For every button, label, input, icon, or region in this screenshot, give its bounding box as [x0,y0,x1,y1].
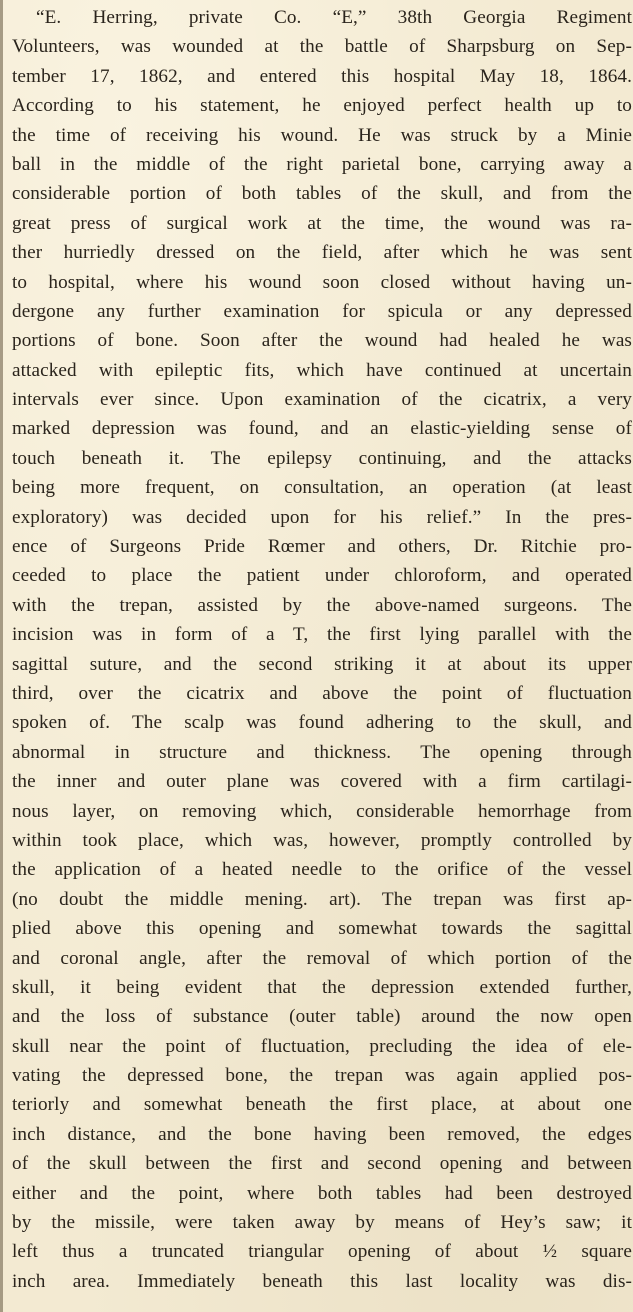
text-line: either and the point, where both tables had been destroyed [12,1182,632,1204]
text-line: spoken of. The scalp was found adhering to the skull, and [12,712,632,734]
text-line: exploratory) was decided upon for his relief.” In the pres- [12,506,632,528]
text-line: tember 17, 1862, and entered this hospital May 18, 1864. [12,65,632,87]
text-line: the application of a heated needle to the orifice of the vessel [12,859,632,881]
text-line: and the loss of substance (outer table) around the now open [12,1006,632,1028]
text-line: to hospital, where his wound soon closed without having un- [12,271,632,293]
text-line: with the trepan, assisted by the above-named surgeons. The [12,594,632,616]
text-line: attacked with epileptic fits, which have continued at uncertain [12,359,632,381]
text-line: “E. Herring, private Co. “E,” 38th Georgia Regiment [36,7,632,28]
text-line: ball in the middle of the right parietal bone, carrying away a [12,153,632,175]
text-line: the time of receiving his wound. He was struck by a Minie [12,124,632,146]
text-line: (no doubt the middle mening. art). The trepan was first ap- [12,888,632,910]
text-line: left thus a truncated triangular opening of about ½ square [12,1241,632,1263]
text-line: ence of Surgeons Pride Rœmer and others, Dr. Ritchie pro- [12,536,632,558]
text-line: third, over the cicatrix and above the point of fluctuation [12,682,632,704]
text-line: nous layer, on removing which, considerable hemorrhage from [12,800,632,822]
text-line: great press of surgical work at the time, the wound was ra- [12,212,632,234]
text-line: marked depression was found, and an elastic-yielding sense of [12,418,632,440]
text-line: skull, it being evident that the depression extended further, [12,976,632,998]
text-line: within took place, which was, however, promptly controlled by [12,829,632,851]
text-line: vating the depressed bone, the trepan was again applied pos- [12,1065,632,1087]
text-line: sagittal suture, and the second striking it at about its upper [12,653,632,675]
text-line: of the skull between the first and second opening and between [12,1153,632,1175]
column-rule [0,0,3,1312]
case-report-paragraph [12,3,632,1296]
text-line: skull near the point of fluctuation, precluding the idea of ele- [12,1035,632,1057]
text-line: dergone any further examination for spicula or any depressed [12,300,632,322]
text-line: plied above this opening and somewhat towards the sagittal [12,918,632,940]
text-line: inch distance, and the bone having been removed, the edges [12,1123,632,1145]
text-line: Volunteers, was wounded at the battle of Sharpsburg on Sep- [12,36,632,58]
text-line: According to his statement, he enjoyed perfect health up to [12,95,632,117]
text-line: touch beneath it. The epilepsy continuing, and the attacks [12,447,632,469]
text-line: intervals ever since. Upon examination of the cicatrix, a very [12,389,632,411]
text-line: abnormal in structure and thickness. The opening through [12,741,632,763]
text-line: ceeded to place the patient under chloroform, and operated [12,565,632,587]
text-line: incision was in form of a T, the first lying parallel with the [12,624,632,646]
text-line: being more frequent, on consultation, an operation (at least [12,477,632,499]
text-line: considerable portion of both tables of the skull, and from the [12,183,632,205]
text-line: the inner and outer plane was covered with a firm cartilagi- [12,771,632,793]
text-line: portions of bone. Soon after the wound had healed he was [12,330,632,352]
text-line: ther hurriedly dressed on the field, after which he was sent [12,242,632,264]
text-line: teriorly and somewhat beneath the first place, at about one [12,1094,632,1116]
text-line: by the missile, were taken away by means of Hey’s saw; it [12,1212,632,1234]
text-line: inch area. Immediately beneath this last locality was dis- [12,1270,632,1292]
text-line: and coronal angle, after the removal of which portion of the [12,947,632,969]
